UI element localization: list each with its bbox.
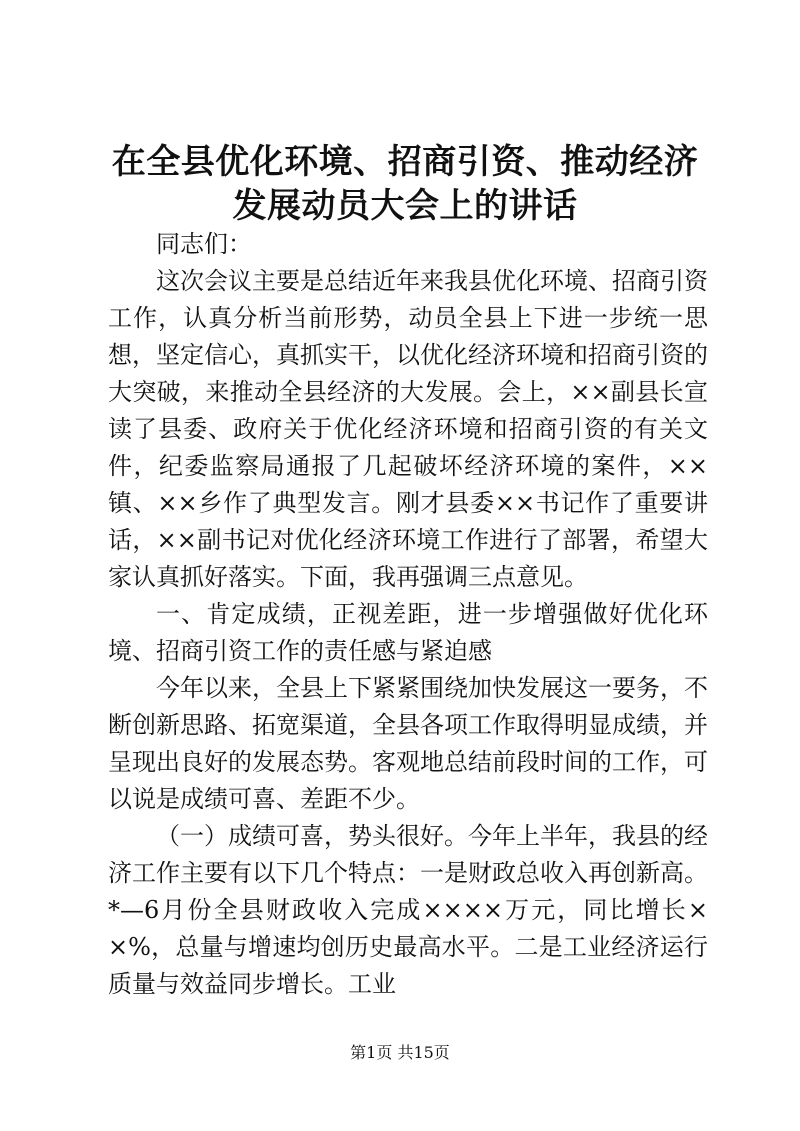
section-heading-1: 一、肯定成绩，正视差距，进一步增强做好优化环境、招商引资工作的责任感与紧迫感 [108, 600, 708, 665]
intro-paragraph: 这次会议主要是总结近年来我县优化环境、招商引资工作，认真分析当前形势，动员全县上下进一步统一思想，坚定信心，真抓实干，以优化经济环境和招商引资的大突破，来推动全县经济的大发展。会上，××副县长宣读了县委、政府关于优化经济环境和招商引资的有关文件，纪委监察局通报了几起破坏经济环境的案件，××镇、××乡作了典型发言。刚才县委××书记作了重要讲话，××副书记对优化经济环境工作进行了部署，希望大家认真抓好落实。下面，我再强调三点意见。 [108, 267, 708, 591]
body-paragraph: 今年以来，全县上下紧紧围绕加快发展这一要务，不断创新思路、拓宽渠道，全县各项工作取得明显成绩，并呈现出良好的发展态势。客观地总结前段时间的工作，可以说是成绩可喜、差距不少。 [108, 674, 708, 813]
salutation-paragraph: 同志们： [156, 230, 252, 258]
document-body [108, 226, 708, 1003]
page-number-footer: 第1页 共15页 [350, 1043, 450, 1062]
document-title: 在全县优化环境、招商引资、推动经济发展动员大会上的讲话 [111, 142, 699, 226]
body-paragraph: （一）成绩可喜，势头很好。今年上半年，我县的经济工作主要有以下几个特点：一是财政总收入再创新高。*—6月份全县财政收入完成××××万元，同比增长××%，总量与增速均创历史最高水平。二是工业经济运行质量与效益同步增长。工业 [108, 822, 708, 998]
